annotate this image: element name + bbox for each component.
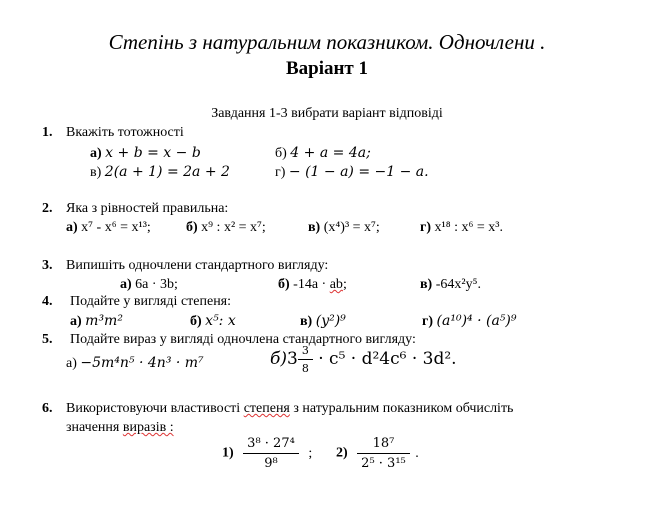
- q4-option-a: [70, 313, 123, 330]
- q5-option-b-fraction-numerator: 3: [298, 344, 313, 360]
- q2-number: 2.: [42, 201, 53, 216]
- q5-option-b: [270, 344, 457, 375]
- q5-option-b-fraction-denominator: 8: [301, 362, 309, 375]
- q1-option-a: [90, 145, 201, 162]
- q2-option-b: [186, 220, 266, 236]
- q6-expression-2-end: .: [415, 445, 419, 461]
- q1-option-d-expr: − (1 − a) = −1 − a.: [288, 164, 429, 180]
- q1-option-a-label: а): [90, 146, 102, 161]
- q6-expression-2-denominator: 2⁵ · 3¹⁵: [361, 456, 406, 471]
- q2-option-a: [66, 220, 151, 236]
- q4-option-a-label: а): [70, 314, 82, 329]
- q4-option-d-label: г): [422, 314, 434, 329]
- q3-number: 3.: [42, 258, 53, 273]
- q2-option-a-expr: x⁷ - x⁶ = x¹³;: [81, 220, 151, 235]
- q1-text: Вкажіть тотожності: [66, 125, 184, 140]
- q4-option-d-expr: (a¹⁰)⁴ · (a⁵)⁹: [436, 313, 517, 329]
- q1-option-b: [275, 145, 371, 162]
- q5-option-a-expr: −5m⁴n⁵ · 4n³ · m⁷: [80, 355, 204, 371]
- q1-option-b-expr: 4 + a = 4a;: [290, 145, 371, 161]
- q5-option-b-fraction: [298, 344, 313, 375]
- q3-option-a-label: а): [120, 277, 132, 292]
- q3-option-b-expr-pre: -14a ·: [293, 277, 330, 292]
- q6-expression-1-separator: ;: [308, 445, 313, 461]
- q6-expression-2-numerator: 18⁷: [357, 436, 410, 454]
- q5-option-b-whole: 3: [287, 349, 298, 369]
- q6-expression-2-label: 2): [336, 445, 348, 461]
- q6-text2-underlined: виразів :: [122, 420, 174, 435]
- q6-expression-1: [222, 436, 312, 471]
- q2-option-c: [308, 220, 380, 236]
- q1-option-d-label: г): [275, 165, 286, 180]
- q6-number: 6.: [42, 401, 53, 416]
- q1-option-c-expr: 2(a + 1) = 2a + 2: [104, 164, 230, 180]
- q6-expression-2: [336, 436, 419, 471]
- q5-option-b-label: б): [270, 349, 288, 369]
- q1-option-c-label: в): [90, 165, 102, 180]
- q6-text-line1: [66, 401, 513, 417]
- q2-option-d-expr: x¹⁸ : x⁶ = x³.: [434, 220, 503, 235]
- q3-text: Випишіть одночлени стандартного вигляду:: [66, 258, 329, 273]
- q3-option-c-label: в): [420, 277, 433, 292]
- q6-text-pre: Використовуючи властивості: [66, 401, 244, 416]
- q6-expression-1-numerator: 3⁸ · 27⁴: [243, 436, 299, 454]
- q2-text: Яка з рівностей правильна:: [66, 201, 229, 216]
- q3-option-b-expr-post: ;: [342, 277, 347, 292]
- q3-option-c: [420, 277, 481, 293]
- q3-option-b-expr-underlined: ab: [329, 277, 343, 292]
- q1-option-c: [90, 164, 230, 181]
- q2-option-c-expr: (x⁴)³ = x⁷;: [323, 220, 380, 235]
- q6-expression-1-denominator: 9⁸: [264, 456, 278, 471]
- instruction-text: Завдання 1-3 вибрати варіант відповіді: [211, 106, 443, 121]
- variant-heading: Варіант 1: [285, 58, 369, 79]
- q2-option-a-label: а): [66, 220, 78, 235]
- q5-text: Подайте вираз у вигляді одночлена стандартного вигляду:: [70, 332, 416, 347]
- q3-option-c-expr: -64x²y⁵.: [435, 277, 481, 292]
- q4-option-c: [300, 313, 346, 330]
- q3-option-a-expr: 6a · 3b;: [135, 277, 178, 292]
- q4-option-b-label: б): [190, 314, 202, 329]
- q5-option-a: [66, 355, 204, 372]
- q5-option-a-label: а): [66, 356, 77, 371]
- q1-option-b-label: б): [275, 146, 287, 161]
- q6-text-line2: [66, 420, 174, 436]
- q1-number: 1.: [42, 125, 53, 140]
- q6-expression-2-fraction: [357, 436, 410, 471]
- q4-option-c-expr: (y²)⁹: [315, 313, 346, 329]
- q4-option-b: [190, 313, 236, 330]
- q6-text2-pre: значення: [66, 420, 123, 435]
- q5-number: 5.: [42, 332, 53, 347]
- q3-option-b: [278, 277, 347, 293]
- q1-option-d: [275, 164, 429, 181]
- q6-text-post: з натуральним показником обчисліть: [289, 401, 514, 416]
- q2-option-d-label: г): [420, 220, 432, 235]
- q1-option-a-expr: x + b = x − b: [105, 145, 201, 161]
- q6-expression-1-fraction: [243, 436, 299, 471]
- q4-text: Подайте у вигляді степеня:: [70, 294, 232, 309]
- q2-option-d: [420, 220, 503, 236]
- q4-option-d: [422, 313, 516, 330]
- q2-option-c-label: в): [308, 220, 321, 235]
- q2-option-b-expr: x⁹ : x² = x⁷;: [201, 220, 266, 235]
- q4-option-c-label: в): [300, 314, 313, 329]
- q6-text-underlined: степеня: [243, 401, 290, 416]
- q2-option-b-label: б): [186, 220, 198, 235]
- q6-expression-1-label: 1): [222, 445, 234, 461]
- q5-option-b-rest: · c⁵ · d²4c⁶ · 3d².: [318, 349, 457, 369]
- q4-option-b-expr: x⁵: x: [205, 313, 236, 329]
- q3-option-b-label: б): [278, 277, 290, 292]
- q4-option-a-expr: m³m²: [85, 313, 123, 329]
- q3-option-a: [120, 277, 178, 293]
- q4-number: 4.: [42, 294, 53, 309]
- page-title: Степінь з натуральним показником. Одночлени .: [108, 30, 546, 54]
